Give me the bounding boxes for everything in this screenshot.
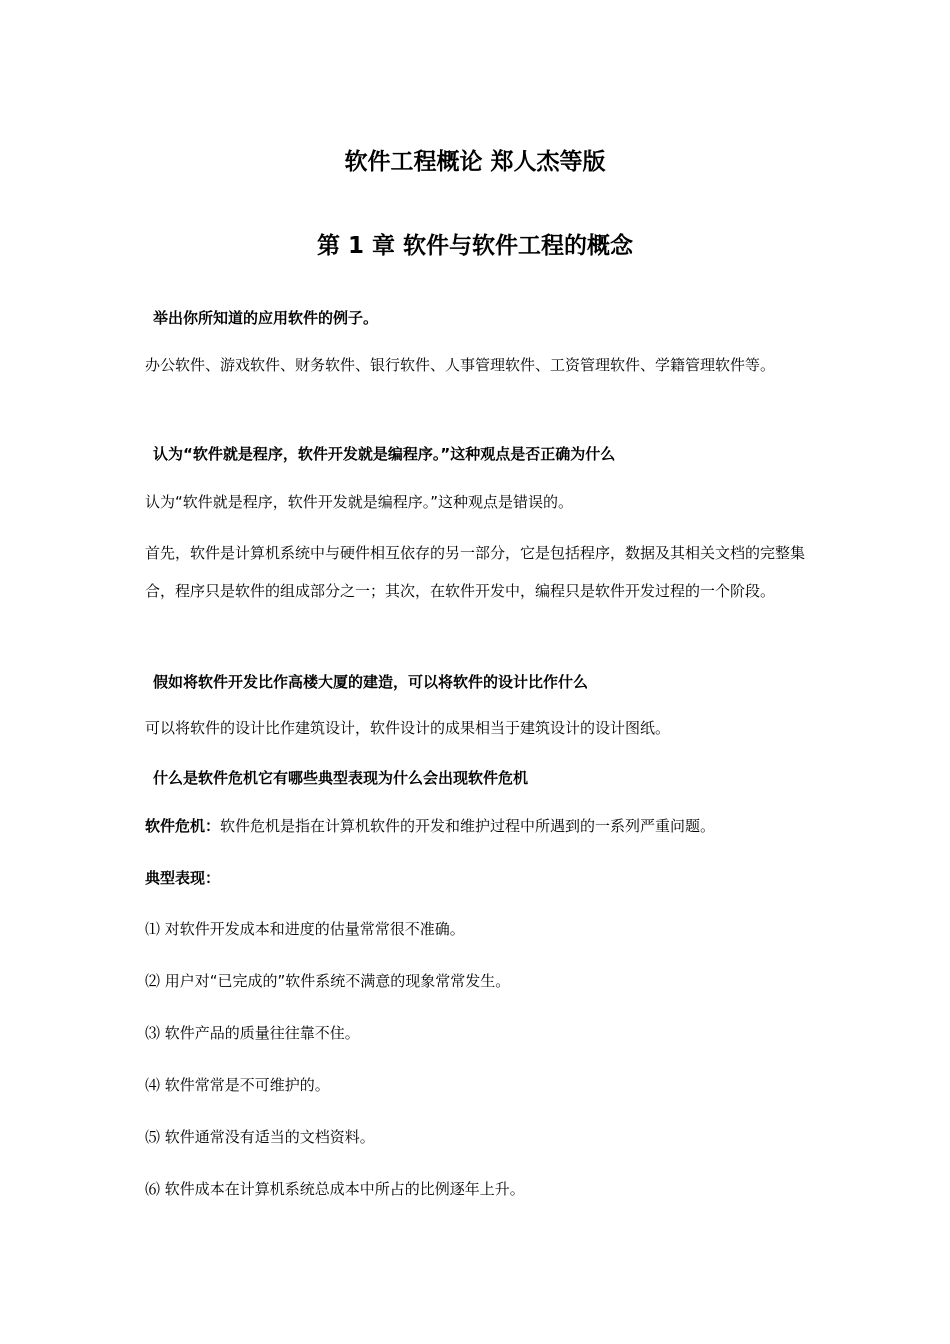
symptom-item: ⑵ 用户对“已完成的”软件系统不满意的现象常常发生。 [145, 972, 511, 990]
symptom-item: ⑹ 软件成本在计算机系统总成本中所占的比例逐年上升。 [145, 1180, 525, 1198]
question-2: 认为“软件就是程序，软件开发就是编程序。”这种观点是否正确为什么 [153, 445, 616, 463]
answer-1: 办公软件、游戏软件、财务软件、银行软件、人事管理软件、工资管理软件、学籍管理软件等。 [145, 356, 776, 374]
symptoms-heading: 典型表现： [145, 869, 221, 887]
answer-2-paragraph: 首先，软件是计算机系统中与硬件相互依存的另一部分，它是包括程序，数据及其相关文档的完整集合，程序只是软件的组成部分之一；其次，在软件开发中，编程只是软件开发过程的一个阶段。 [145, 544, 806, 600]
definition-term: 软件危机： [145, 817, 221, 835]
symptom-item: ⑶ 软件产品的质量往往靠不住。 [145, 1024, 360, 1042]
symptom-list [145, 918, 525, 1230]
symptom-item: ⑴ 对软件开发成本和进度的估量常常很不准确。 [145, 920, 465, 938]
question-4: 什么是软件危机它有哪些典型表现为什么会出现软件危机 [153, 769, 529, 787]
answer-3: 可以将软件的设计比作建筑设计，软件设计的成果相当于建筑设计的设计图纸。 [145, 719, 671, 737]
question-3: 假如将软件开发比作高楼大厦的建造，可以将软件的设计比作什么 [153, 673, 589, 691]
document-title: 软件工程概论 郑人杰等版 [344, 149, 606, 175]
symptom-item: ⑷ 软件常常是不可维护的。 [145, 1076, 330, 1094]
question-1: 举出你所知道的应用软件的例子。 [153, 309, 379, 327]
chapter-title: 第 1 章 软件与软件工程的概念 [316, 233, 634, 259]
definition-text: 软件危机是指在计算机软件的开发和维护过程中所遇到的一系列严重问题。 [220, 817, 716, 835]
definition-paragraph [145, 807, 810, 845]
symptom-item: ⑸ 软件通常没有适当的文档资料。 [145, 1128, 375, 1146]
answer-2-line-1: 认为“软件就是程序，软件开发就是编程序。”这种观点是错误的。 [145, 493, 574, 511]
